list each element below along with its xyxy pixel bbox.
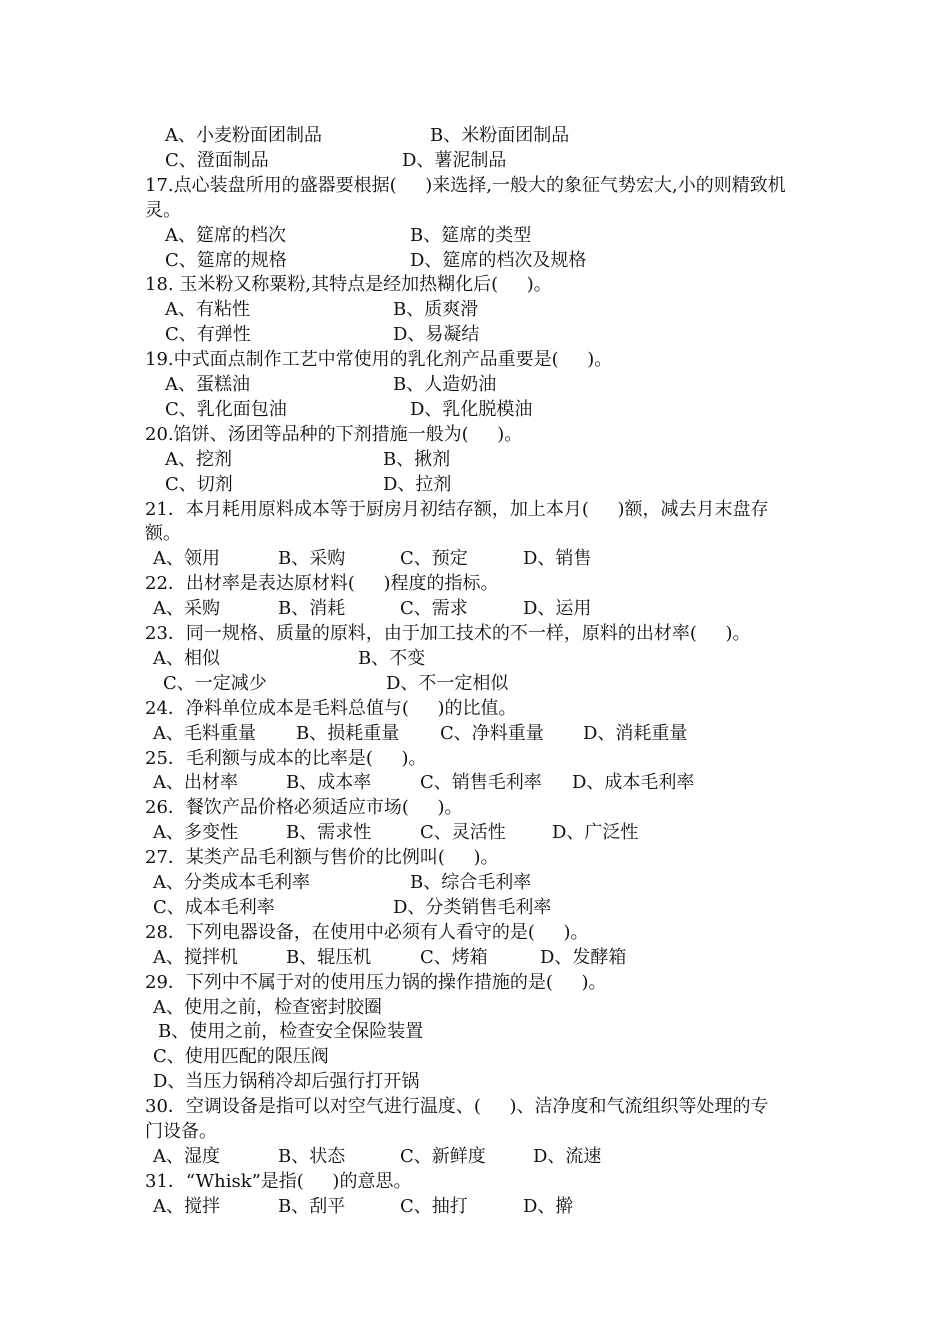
text-line: A、湿度	[153, 1146, 220, 1167]
text-line: C、澄面制品	[165, 150, 269, 171]
text-line: 25．毛利额与成本的比率是( )。	[145, 748, 427, 769]
text-line: A、有粘性	[165, 299, 250, 320]
option-text: C、灵活性	[420, 822, 506, 843]
text-line: A、使用之前，检查密封胶圈	[153, 997, 382, 1018]
text-line: A、搅拌	[153, 1196, 220, 1217]
text-line: 21．本月耗用原料成本等于厨房月初结存额，加上本月( )额，减去月末盘存	[145, 499, 769, 520]
option-text: C、需求	[400, 598, 468, 619]
option-text: D、薯泥制品	[402, 150, 507, 171]
text-line: B、使用之前，检查安全保险装置	[158, 1021, 424, 1042]
text-line: 22．出材率是表达原材料( )程度的指标。	[145, 573, 499, 594]
option-text: B、质爽滑	[393, 299, 479, 320]
text-line: A、分类成本毛利率	[153, 872, 310, 893]
option-text: B、消耗	[278, 598, 346, 619]
option-text: D、分类销售毛利率	[393, 897, 552, 918]
text-line: 24．净料单位成本是毛料总值与( )的比值。	[145, 698, 517, 719]
text-line: A、领用	[153, 548, 220, 569]
text-line: A、毛料重量	[153, 723, 256, 744]
option-text: B、辊压机	[286, 947, 372, 968]
text-line: 23．同一规格、质量的原料，由于加工技术的不一样，原料的出材率( )。	[145, 623, 751, 644]
option-text: D、乳化脱模油	[410, 399, 533, 420]
text-line: A、搅拌机	[153, 947, 238, 968]
option-text: B、不变	[358, 648, 426, 669]
text-line: 17.点心装盘所用的盛器要根据( )来选择,一般大的象征气势宏大,小的则精致机	[145, 175, 786, 196]
text-line: C、一定减少	[163, 673, 267, 694]
text-line: 28．下列电器设备，在使用中必须有人看守的是( )。	[145, 922, 589, 943]
option-text: D、运用	[523, 598, 592, 619]
text-line: C、使用匹配的限压阀	[153, 1046, 329, 1067]
text-line: 门设备。	[145, 1121, 217, 1142]
option-text: C、烤箱	[420, 947, 488, 968]
text-line: C、筵席的规格	[165, 250, 287, 271]
option-text: D、擀	[523, 1196, 574, 1217]
option-text: D、发酵箱	[540, 947, 627, 968]
text-line: 额。	[145, 523, 181, 544]
option-text: B、米粉面团制品	[430, 125, 570, 146]
option-text: D、不一定相似	[386, 673, 509, 694]
option-text: B、需求性	[286, 822, 372, 843]
option-text: B、成本率	[286, 772, 372, 793]
text-line: C、乳化面包油	[165, 399, 287, 420]
text-line: 20.馅饼、汤团等品种的下剂措施一般为( )。	[145, 424, 523, 445]
option-text: D、消耗重量	[583, 723, 688, 744]
text-line: A、筵席的档次	[165, 225, 286, 246]
option-text: B、采购	[278, 548, 346, 569]
option-text: B、状态	[278, 1146, 346, 1167]
option-text: B、综合毛利率	[410, 872, 532, 893]
option-text: D、成本毛利率	[572, 772, 695, 793]
text-line: A、采购	[153, 598, 220, 619]
option-text: C、新鲜度	[400, 1146, 486, 1167]
option-text: D、广泛性	[552, 822, 639, 843]
option-text: D、流速	[533, 1146, 602, 1167]
text-line: C、成本毛利率	[153, 897, 275, 918]
text-line: 29．下列中不属于对的使用压力锅的操作措施的是( )。	[145, 972, 607, 993]
text-line: 31．“Whisk”是指( )的意思。	[145, 1171, 412, 1192]
option-text: B、刮平	[278, 1196, 346, 1217]
text-line: A、蛋糕油	[165, 374, 250, 395]
option-text: B、筵席的类型	[410, 225, 532, 246]
option-text: C、预定	[400, 548, 468, 569]
option-text: D、拉剂	[383, 474, 452, 495]
text-line: A、多变性	[153, 822, 238, 843]
option-text: B、损耗重量	[296, 723, 400, 744]
text-line: 26．餐饮产品价格必须适应市场( )。	[145, 797, 463, 818]
text-line: C、切剂	[165, 474, 233, 495]
option-text: D、销售	[523, 548, 592, 569]
option-text: B、人造奶油	[393, 374, 497, 395]
text-line: A、出材率	[153, 772, 238, 793]
text-line: 18. 玉米粉又称粟粉,其特点是经加热糊化后( )。	[145, 274, 552, 295]
text-line: 30．空调设备是指可以对空气进行温度、( )、洁净度和气流组织等处理的专	[145, 1096, 769, 1117]
text-line: A、挖剂	[165, 449, 232, 470]
text-line: A、小麦粉面团制品	[165, 125, 322, 146]
text-line: A、相似	[153, 648, 220, 669]
option-text: D、筵席的档次及规格	[410, 250, 587, 271]
text-line: D、当压力锅稍冷却后强行打开锅	[153, 1071, 420, 1092]
option-text: C、抽打	[400, 1196, 468, 1217]
text-line: 27．某类产品毛利额与售价的比例叫( )。	[145, 847, 499, 868]
option-text: B、揪剂	[383, 449, 451, 470]
option-text: C、净料重量	[440, 723, 544, 744]
option-text: D、易凝结	[393, 324, 480, 345]
option-text: C、销售毛利率	[420, 772, 542, 793]
text-line: 19.中式面点制作工艺中常使用的乳化剂产品重要是( )。	[145, 349, 613, 370]
text-line: C、有弹性	[165, 324, 251, 345]
text-line: 灵。	[145, 200, 181, 221]
